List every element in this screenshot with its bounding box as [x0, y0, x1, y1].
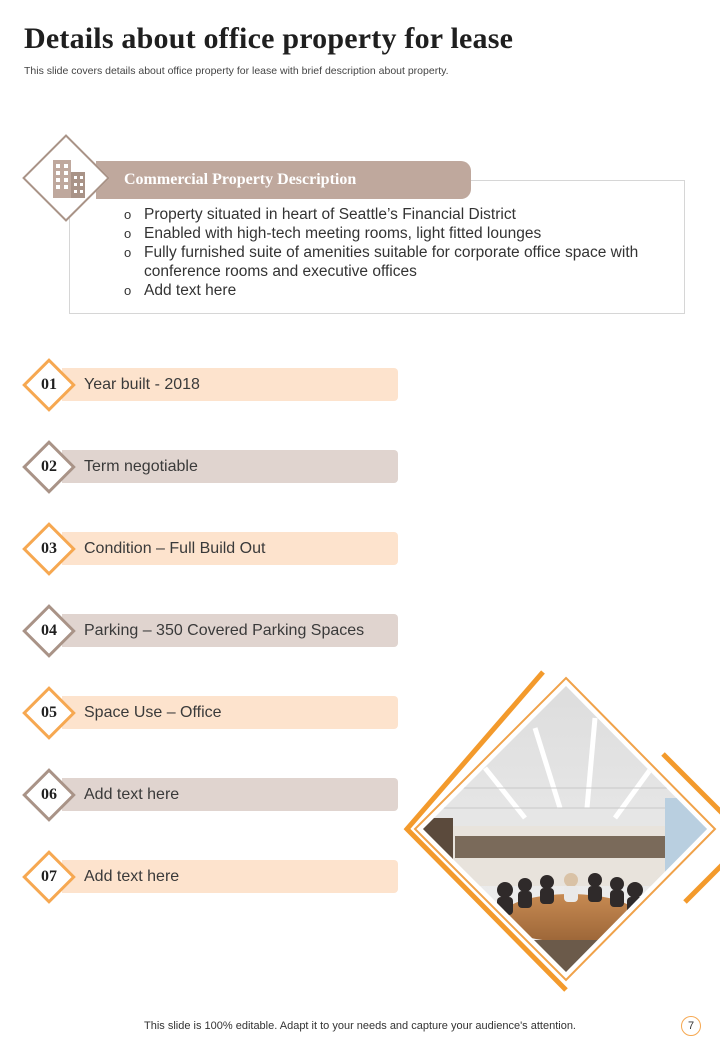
page-number: 7	[681, 1016, 701, 1036]
detail-text: Term negotiable	[84, 458, 198, 475]
description-header	[96, 161, 471, 199]
detail-text: Condition – Full Build Out	[84, 540, 266, 557]
detail-text: Add text here	[84, 786, 180, 803]
detail-text: Year built - 2018	[84, 376, 200, 393]
description-item: o Enabled with high-tech meeting rooms, light fitted lounges	[124, 225, 542, 242]
footer-note: This slide is 100% editable. Adapt it to your needs and capture your audience's attention.	[144, 1020, 576, 1032]
description-heading: Commercial Property Description	[124, 171, 357, 188]
bullet-icon: o	[124, 245, 132, 260]
detail-number: 02	[41, 458, 57, 475]
bullet-icon: o	[124, 226, 132, 241]
bullet-icon: o	[124, 283, 132, 298]
detail-row-05	[0, 688, 420, 738]
detail-row-07	[0, 852, 420, 902]
detail-text: Space Use – Office	[84, 704, 222, 721]
detail-number: 06	[41, 786, 57, 803]
detail-number: 01	[41, 376, 57, 393]
description-item: o Add text here	[124, 282, 237, 299]
detail-row-02	[0, 442, 420, 492]
detail-number: 05	[41, 704, 57, 721]
detail-row-06	[0, 770, 420, 820]
building-icon	[50, 158, 88, 200]
page-subtitle: This slide covers details about office property for lease with brief description about property.	[24, 65, 449, 77]
page-title: Details about office property for lease	[24, 22, 514, 55]
detail-number: 03	[41, 540, 57, 557]
description-item: o Fully furnished suite of amenities suitable for corporate office space with conference rooms and executive offices	[124, 244, 639, 280]
description-list	[124, 205, 664, 300]
bullet-icon: o	[124, 207, 132, 222]
detail-row-01	[0, 360, 420, 410]
detail-number: 04	[41, 622, 57, 639]
description-item: o Property situated in heart of Seattle’s Financial District	[124, 206, 516, 223]
detail-row-04	[0, 606, 420, 656]
detail-text: Add text here	[84, 868, 180, 885]
detail-text: Parking – 350 Covered Parking Spaces	[84, 622, 365, 639]
detail-number: 07	[41, 868, 57, 885]
detail-row-03	[0, 524, 420, 574]
conference-room-photo	[395, 668, 720, 998]
